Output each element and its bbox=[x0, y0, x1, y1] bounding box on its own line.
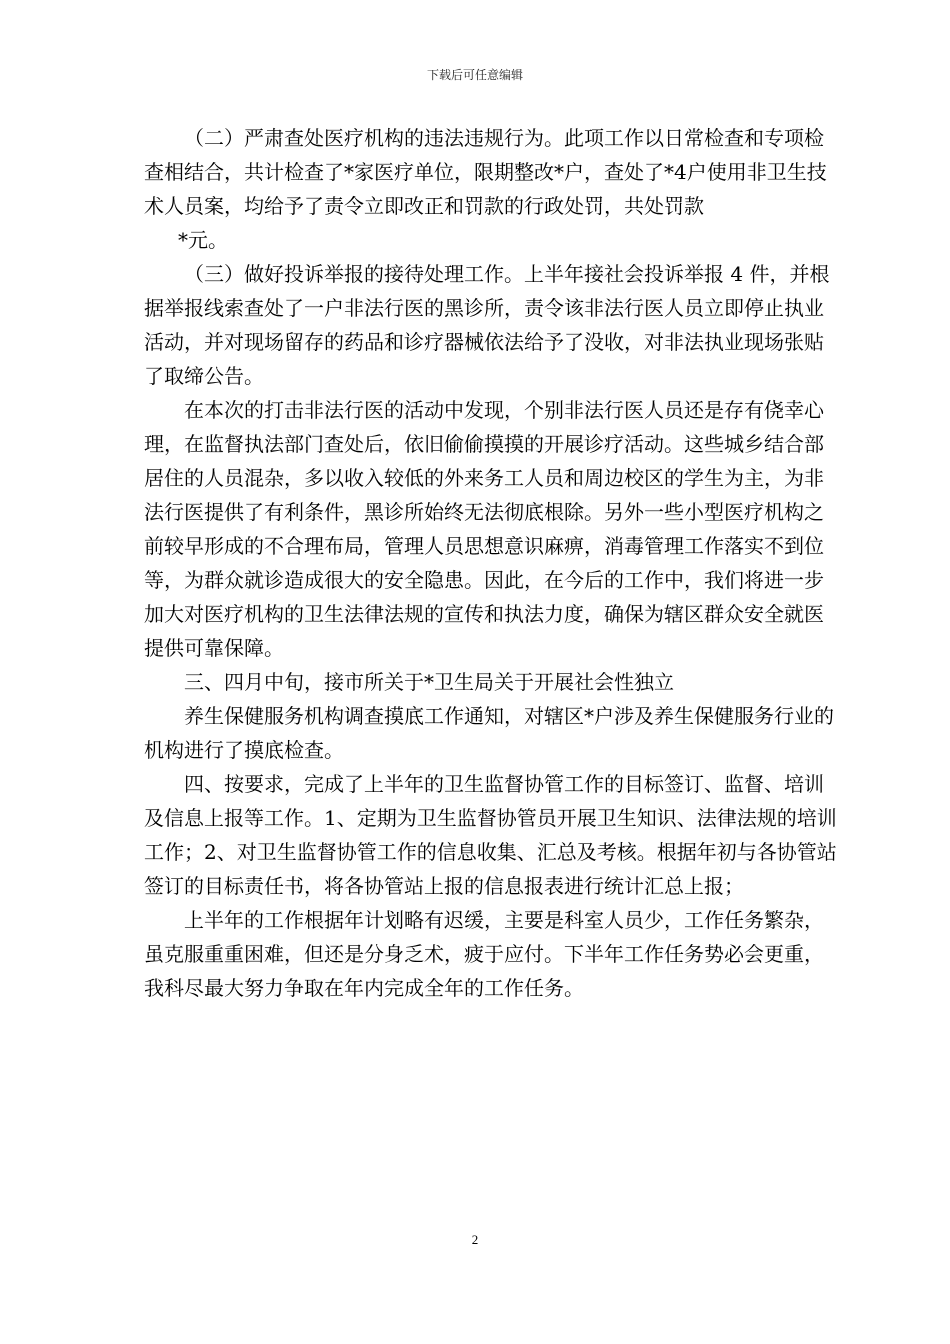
text-line: 机构进行了摸底检查。 bbox=[144, 738, 344, 762]
paragraph bbox=[144, 903, 824, 1005]
text-line: 养生保健服务机构调查摸底工作通知，对辖区*户涉及养生保健服务行业的 bbox=[184, 704, 834, 728]
text-line: 前较早形成的不合理布局，管理人员思想意识麻痹，消毒管理工作落实不到位 bbox=[144, 534, 824, 558]
paragraph bbox=[144, 223, 809, 257]
paragraph bbox=[144, 699, 834, 767]
text-line: 工作；2、对卫生监督协管工作的信息收集、汇总及考核。根据年初与各协管站 bbox=[144, 840, 837, 864]
text-line: 据举报线索查处了一户非法行医的黑诊所，责令该非法行医人员立即停止执业 bbox=[144, 296, 824, 320]
text-line: 了取缔公告。 bbox=[144, 364, 264, 388]
text-line: 术人员案，均给予了责令立即改正和罚款的行政处罚，共处罚款 bbox=[144, 194, 704, 218]
text-line: （二）严肃查处医疗机构的违法违规行为。此项工作以日常检查和专项检 bbox=[184, 126, 824, 150]
page-header: 下载后可任意编辑 bbox=[426, 68, 523, 82]
text-line: 提供可靠保障。 bbox=[144, 636, 284, 660]
text-line: 居住的人员混杂，多以收入较低的外来务工人员和周边校区的学生为主，为非 bbox=[144, 466, 824, 490]
text-line: 上半年的工作根据年计划略有迟缓，主要是科室人员少，工作任务繁杂， bbox=[184, 908, 824, 932]
page-number: 2 bbox=[471, 1232, 479, 1247]
text-line: 加大对医疗机构的卫生法律法规的宣传和执法力度，确保为辖区群众安全就医 bbox=[144, 602, 824, 626]
paragraph bbox=[144, 665, 809, 699]
paragraph bbox=[144, 257, 830, 393]
text-line: 等，为群众就诊造成很大的安全隐患。因此，在今后的工作中，我们将进一步 bbox=[144, 568, 824, 592]
text-line: 活动，并对现场留存的药品和诊疗器械依法给予了没收，对非法执业现场张贴 bbox=[144, 330, 824, 354]
text-line: 虽克服重重困难，但还是分身乏术，疲于应付。下半年工作任务势必会更重， bbox=[144, 942, 824, 966]
text-line: 签订的目标责任书，将各协管站上报的信息报表进行统计汇总上报； bbox=[144, 874, 744, 898]
text-line: 三、四月中旬，接市所关于*卫生局关于开展社会性独立 bbox=[184, 670, 674, 694]
document-body bbox=[144, 121, 837, 1005]
text-line: *元。 bbox=[178, 228, 228, 252]
paragraph bbox=[144, 393, 824, 665]
text-line: 四、按要求，完成了上半年的卫生监督协管工作的目标签订、监督、培训 bbox=[184, 772, 824, 796]
text-line: （三）做好投诉举报的接待处理工作。上半年接社会投诉举报 4 件，并根 bbox=[184, 262, 830, 286]
text-line: 法行医提供了有利条件，黑诊所始终无法彻底根除。另外一些小型医疗机构之 bbox=[144, 500, 824, 524]
paragraph bbox=[144, 121, 827, 223]
text-line: 及信息上报等工作。1、定期为卫生监督协管员开展卫生知识、法律法规的培训 bbox=[144, 806, 837, 830]
paragraph bbox=[144, 767, 837, 903]
text-line: 我科尽最大努力争取在年内完成全年的工作任务。 bbox=[144, 976, 584, 1000]
text-line: 理，在监督执法部门查处后，依旧偷偷摸摸的开展诊疗活动。这些城乡结合部 bbox=[144, 432, 824, 456]
text-line: 在本次的打击非法行医的活动中发现，个别非法行医人员还是存有侥幸心 bbox=[184, 398, 824, 422]
text-line: 查相结合，共计检查了*家医疗单位，限期整改*户，查处了*4户使用非卫生技 bbox=[144, 160, 827, 184]
